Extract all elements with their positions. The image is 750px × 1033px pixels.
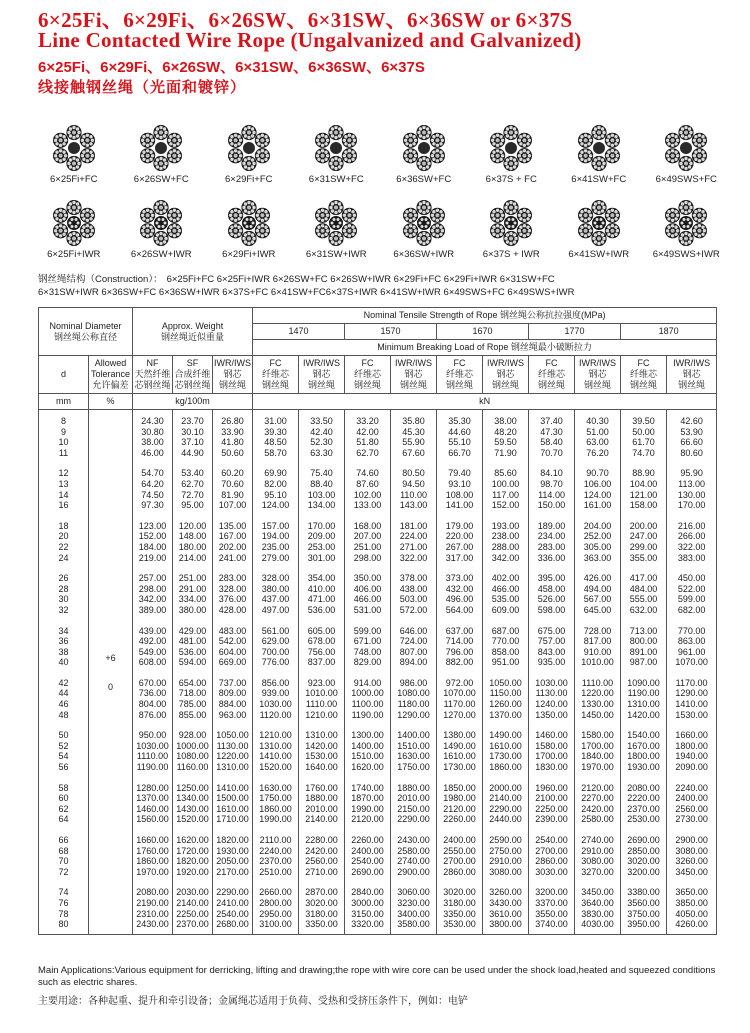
table-cell: 88.90 104.00 121.00 158.00 <box>621 462 667 514</box>
tolerance-plus: +6 <box>105 653 116 664</box>
table-cell: 8 9 10 11 <box>39 410 89 463</box>
table-cell: 74.60 87.60 102.00 133.00 <box>345 462 391 514</box>
table-cell: 24.30 30.80 38.00 46.00 <box>133 410 173 463</box>
rope-item <box>380 200 468 260</box>
grade-header: 1670 <box>437 324 529 340</box>
table-cell: 69.90 82.00 95.10 124.00 <box>253 462 299 514</box>
table-cell: 350.00 406.00 466.00 531.00 <box>345 567 391 619</box>
table-row <box>39 777 717 829</box>
main-applications-cn: 主要用途：各种起重、提升和牵引设备；金属绳芯适用于负荷、受热和受挤压条件下，例如：电铲 <box>38 996 468 1007</box>
mbl-header: Minimum Breaking Load of Rope 钢丝绳最小破断拉力 <box>253 340 717 356</box>
table-cell: 378.00 438.00 503.00 572.00 <box>391 567 437 619</box>
grade-header: 1470 <box>253 324 345 340</box>
rope-label: 6×25Fi+FC <box>49 174 98 185</box>
rope-item <box>643 200 731 260</box>
table-cell: 75.40 88.40 103.00 134.00 <box>299 462 345 514</box>
table-cell: 58 60 62 64 <box>39 777 89 829</box>
table-cell: 646.00 724.00 807.00 894.00 <box>391 620 437 672</box>
rope-iwr-icon <box>30 200 118 246</box>
table-cell: 179.00 220.00 267.00 317.00 <box>437 515 483 567</box>
table-cell: 1580.00 1700.00 1840.00 1970.00 <box>575 724 621 776</box>
table-cell: 2030.00 2140.00 2250.00 2370.00 <box>173 881 213 934</box>
table-cell: 2110.00 2240.00 2370.00 2510.00 <box>253 829 299 881</box>
unit-weight: kg/100m <box>133 394 253 410</box>
rope-fc-icon <box>468 125 556 171</box>
rope-iwr-icon <box>293 200 381 246</box>
table-cell: 2690.00 2850.00 3020.00 3200.00 <box>621 829 667 881</box>
table-cell: 168.00 207.00 251.00 298.00 <box>345 515 391 567</box>
table-cell: 1400.00 1510.00 1630.00 1750.00 <box>391 724 437 776</box>
sf-header: SF 合成纤维 芯钢丝绳 <box>173 356 213 394</box>
table-cell: 2240.00 2400.00 2560.00 2730.00 <box>667 777 717 829</box>
rope-item <box>205 125 293 185</box>
table-cell: 216.00 266.00 322.00 383.00 <box>667 515 717 567</box>
table-cell: 123.00 152.00 184.00 219.00 <box>133 515 173 567</box>
rope-label: 6×36SW+FC <box>396 174 452 185</box>
unit-percent: % <box>89 394 133 410</box>
table-cell: 66 68 70 72 <box>39 829 89 881</box>
construction-line-2: 6×31SW+IWR 6×36SW+FC 6×36SW+IWR 6×37S+FC 6×41SW+FC6×37S+IWR 6×41SW+IWR 6×49SWS+FC 6×49SWS+IWR <box>38 287 575 298</box>
table-cell: 1280.00 1370.00 1460.00 1560.00 <box>133 777 173 829</box>
table-cell: 1620.00 1720.00 1820.00 1920.00 <box>173 829 213 881</box>
table-cell: 39.50 50.00 61.70 74.70 <box>621 410 667 463</box>
table-cell: 1050.00 1150.00 1260.00 1370.00 <box>483 672 529 724</box>
table-cell: 429.00 481.00 536.00 594.00 <box>173 620 213 672</box>
table-cell: 2870.00 3020.00 3180.00 3350.00 <box>299 881 345 934</box>
table-cell: 181.00 224.00 271.00 322.00 <box>391 515 437 567</box>
rope-label: 6×41SW+FC <box>571 174 627 185</box>
table-cell: 79.40 93.10 108.00 141.00 <box>437 462 483 514</box>
rope-iwr-icon <box>205 200 293 246</box>
iwr-header: IWR/IWS 钢芯 钢丝绳 <box>667 356 717 394</box>
table-cell: 40.30 51.00 63.00 76.20 <box>575 410 621 463</box>
rope-fc-icon <box>30 125 118 171</box>
table-cell: 670.00 736.00 804.00 876.00 <box>133 672 173 724</box>
table-cell: 3200.00 3370.00 3550.00 3740.00 <box>529 881 575 934</box>
table-cell: 189.00 234.00 283.00 336.00 <box>529 515 575 567</box>
table-cell: 37.40 47.30 58.40 70.70 <box>529 410 575 463</box>
rope-item <box>293 200 381 260</box>
construction-list <box>38 273 728 299</box>
rope-fc-icon <box>205 125 293 171</box>
table-cell: 193.00 238.00 288.00 342.00 <box>483 515 529 567</box>
table-cell: 1880.00 2010.00 2150.00 2290.00 <box>391 777 437 829</box>
table-cell: 135.00 167.00 202.00 241.00 <box>213 515 253 567</box>
rope-label: 6×31SW+FC <box>308 174 364 185</box>
rope-item <box>205 200 293 260</box>
table-cell: 770.00 863.00 961.00 1070.00 <box>667 620 717 672</box>
table-cell: 2900.00 3080.00 3260.00 3450.00 <box>667 829 717 881</box>
iwr-header: IWR/IWS 钢芯 钢丝绳 <box>391 356 437 394</box>
page-title: 6×25Fi、6×29Fi、6×26SW、6×31SW、6×36SW or 6×37S <box>38 8 573 32</box>
table-cell: 53.40 62.70 72.70 95.00 <box>173 462 213 514</box>
table-cell: 856.00 939.00 1030.00 1120.00 <box>253 672 299 724</box>
page-subtitle: Line Contacted Wire Rope (Ungalvanized and Galvanized) <box>38 28 582 52</box>
table-cell: 157.00 194.00 235.00 279.00 <box>253 515 299 567</box>
table-cell: 928.00 1000.00 1080.00 1160.00 <box>173 724 213 776</box>
table-cell: 42 44 46 48 <box>39 672 89 724</box>
table-row <box>39 462 717 514</box>
tolerance-cell <box>89 410 133 935</box>
table-cell: 2120.00 2270.00 2420.00 2580.00 <box>575 777 621 829</box>
table-cell: 599.00 671.00 748.00 829.00 <box>345 620 391 672</box>
table-cell: 34 36 38 40 <box>39 620 89 672</box>
table-cell: 54.70 64.20 74.50 97.30 <box>133 462 173 514</box>
rope-item <box>30 200 118 260</box>
rope-item <box>380 125 468 185</box>
table-cell: 1110.00 1220.00 1330.00 1450.00 <box>575 672 621 724</box>
table-cell: 12 13 14 16 <box>39 462 89 514</box>
table-cell: 3060.00 3230.00 3400.00 3580.00 <box>391 881 437 934</box>
nf-header: NF 天然纤维 芯钢丝绳 <box>133 356 173 394</box>
table-cell: 2660.00 2800.00 2950.00 3100.00 <box>253 881 299 934</box>
table-cell: 483.00 542.00 604.00 669.00 <box>213 620 253 672</box>
table-cell: 675.00 757.00 843.00 935.00 <box>529 620 575 672</box>
table-row <box>39 620 717 672</box>
table-cell: 80.50 94.50 110.00 143.00 <box>391 462 437 514</box>
rope-fc-row <box>30 125 730 185</box>
table-cell: 1540.00 1670.00 1800.00 1930.00 <box>621 724 667 776</box>
table-cell: 2430.00 2580.00 2740.00 2900.00 <box>391 829 437 881</box>
table-cell: 35.30 44.60 55.10 66.70 <box>437 410 483 463</box>
table-cell: 426.00 494.00 567.00 645.00 <box>575 567 621 619</box>
table-cell: 1630.00 1750.00 1860.00 1990.00 <box>253 777 299 829</box>
table-cell: 74 76 78 80 <box>39 881 89 934</box>
table-cell: 2080.00 2190.00 2310.00 2430.00 <box>133 881 173 934</box>
rope-label: 6×29Fi+IWR <box>222 249 276 260</box>
fc-header: FC 纤维芯 钢丝绳 <box>529 356 575 394</box>
table-cell: 283.00 328.00 376.00 428.00 <box>213 567 253 619</box>
table-cell: 23.70 30.10 37.10 44.90 <box>173 410 213 463</box>
table-row <box>39 410 717 463</box>
fc-header: FC 纤维芯 钢丝绳 <box>621 356 667 394</box>
table-cell: 439.00 492.00 549.00 608.00 <box>133 620 173 672</box>
product-list-en: 6×25Fi、6×29Fi、6×26SW、6×31SW、6×36SW、6×37S <box>38 59 425 76</box>
table-cell: 2740.00 2910.00 3080.00 3270.00 <box>575 829 621 881</box>
rope-iwr-icon <box>555 200 643 246</box>
table-cell: 1050.00 1130.00 1220.00 1310.00 <box>213 724 253 776</box>
table-cell: 2260.00 2400.00 2540.00 2690.00 <box>345 829 391 881</box>
table-cell: 1380.00 1490.00 1610.00 1730.00 <box>437 724 483 776</box>
table-cell: 2000.00 2140.00 2290.00 2440.00 <box>483 777 529 829</box>
table-cell: 26.80 33.90 41.80 50.60 <box>213 410 253 463</box>
table-cell: 18 20 22 24 <box>39 515 89 567</box>
table-row <box>39 881 717 934</box>
rope-fc-icon <box>118 125 206 171</box>
tolerance-header: Allowed Tolerance 允许偏差 <box>89 356 133 394</box>
table-cell: 2280.00 2420.00 2560.00 2710.00 <box>299 829 345 881</box>
rope-fc-icon <box>555 125 643 171</box>
table-cell: 914.00 1000.00 1100.00 1190.00 <box>345 672 391 724</box>
rope-item <box>643 125 731 185</box>
iwr-header: IWR/IWS 钢芯 钢丝绳 <box>483 356 529 394</box>
table-cell: 3650.00 3850.00 4050.00 4260.00 <box>667 881 717 934</box>
table-cell: 257.00 298.00 342.00 389.00 <box>133 567 173 619</box>
rope-fc-icon <box>293 125 381 171</box>
table-cell: 1310.00 1420.00 1530.00 1640.00 <box>299 724 345 776</box>
table-cell: 50 52 54 56 <box>39 724 89 776</box>
fc-header: FC 纤维芯 钢丝绳 <box>345 356 391 394</box>
iwr-header: IWR/IWS 钢芯 钢丝绳 <box>299 356 345 394</box>
table-cell: 1250.00 1340.00 1430.00 1520.00 <box>173 777 213 829</box>
table-cell: 1850.00 1980.00 2120.00 2260.00 <box>437 777 483 829</box>
table-cell: 972.00 1070.00 1170.00 1270.00 <box>437 672 483 724</box>
table-cell: 3260.00 3430.00 3610.00 3800.00 <box>483 881 529 934</box>
table-cell: 1170.00 1290.00 1410.00 1530.00 <box>667 672 717 724</box>
iwr-header: IWR/IWS 钢芯 钢丝绳 <box>575 356 621 394</box>
table-cell: 60.20 70.60 81.90 107.00 <box>213 462 253 514</box>
table-cell: 3020.00 3180.00 3350.00 3530.00 <box>437 881 483 934</box>
iwr-weight-header: IWR/IWS 钢芯 钢丝绳 <box>213 356 253 394</box>
table-cell: 728.00 817.00 910.00 1010.00 <box>575 620 621 672</box>
rope-iwr-row <box>30 200 730 260</box>
table-cell: 687.00 770.00 858.00 951.00 <box>483 620 529 672</box>
table-cell: 1410.00 1500.00 1610.00 1710.00 <box>213 777 253 829</box>
table-cell: 561.00 629.00 700.00 776.00 <box>253 620 299 672</box>
rope-iwr-icon <box>380 200 468 246</box>
table-cell: 1490.00 1610.00 1730.00 1860.00 <box>483 724 529 776</box>
table-cell: 395.00 458.00 526.00 598.00 <box>529 567 575 619</box>
table-row <box>39 672 717 724</box>
rope-item <box>468 200 556 260</box>
table-cell: 120.00 148.00 180.00 214.00 <box>173 515 213 567</box>
table-cell: 204.00 252.00 305.00 363.00 <box>575 515 621 567</box>
table-cell: 2400.00 2550.00 2700.00 2860.00 <box>437 829 483 881</box>
rope-label: 6×29Fi+FC <box>224 174 273 185</box>
fc-header: FC 纤维芯 钢丝绳 <box>437 356 483 394</box>
rope-item <box>293 125 381 185</box>
table-cell: 35.80 45.30 55.90 67.60 <box>391 410 437 463</box>
table-cell: 33.50 42.40 52.30 63.30 <box>299 410 345 463</box>
main-applications-en: Main Applications:Various equipment for derricking, lifting and drawing;the rope with wire core can be used under the shock load,heated and squeezed conditions such as electric shares. <box>38 965 716 988</box>
table-cell: 986.00 1080.00 1180.00 1290.00 <box>391 672 437 724</box>
table-cell: 200.00 247.00 299.00 355.00 <box>621 515 667 567</box>
table-cell: 2840.00 3000.00 3150.00 3320.00 <box>345 881 391 934</box>
table-cell: 1460.00 1580.00 1700.00 1830.00 <box>529 724 575 776</box>
rope-iwr-icon <box>468 200 556 246</box>
rope-item <box>555 125 643 185</box>
table-cell: 85.60 100.00 117.00 152.00 <box>483 462 529 514</box>
table-cell: 38.00 48.20 59.50 71.90 <box>483 410 529 463</box>
table-cell: 1660.00 1760.00 1860.00 1970.00 <box>133 829 173 881</box>
table-row <box>39 829 717 881</box>
table-cell: 3450.00 3640.00 3830.00 4030.00 <box>575 881 621 934</box>
table-cell: 95.90 113.00 130.00 170.00 <box>667 462 717 514</box>
table-cell: 1030.00 1130.00 1240.00 1350.00 <box>529 672 575 724</box>
unit-mm: mm <box>39 394 89 410</box>
construction-label: 钢丝绳结构（Construction）： <box>38 274 163 285</box>
product-name-cn: 线接触钢丝绳（光面和镀锌） <box>38 79 247 96</box>
rope-label: 6×49SWS+IWR <box>652 249 720 260</box>
table-cell: 417.00 484.00 555.00 632.00 <box>621 567 667 619</box>
rope-item <box>118 125 206 185</box>
table-cell: 26 28 30 32 <box>39 567 89 619</box>
table-row <box>39 567 717 619</box>
table-cell: 450.00 522.00 599.00 682.00 <box>667 567 717 619</box>
rope-label: 6×37S + FC <box>485 174 537 185</box>
table-cell: 1960.00 2100.00 2250.00 2390.00 <box>529 777 575 829</box>
table-cell: 1210.00 1310.00 1410.00 1520.00 <box>253 724 299 776</box>
rope-label: 6×36SW+IWR <box>393 249 455 260</box>
table-cell: 2080.00 2220.00 2370.00 2530.00 <box>621 777 667 829</box>
spec-table <box>38 307 717 935</box>
grade-header: 1870 <box>621 324 717 340</box>
table-cell: 31.00 39.30 48.50 58.70 <box>253 410 299 463</box>
table-cell: 33.20 42.00 51.80 62.70 <box>345 410 391 463</box>
table-cell: 1760.00 1880.00 2010.00 2140.00 <box>299 777 345 829</box>
table-row <box>39 724 717 776</box>
table-cell: 402.00 466.00 535.00 609.00 <box>483 567 529 619</box>
nominal-diameter-header: Nominal Diameter 钢丝绳公称直径 <box>39 308 133 356</box>
rope-label: 6×49SWS+FC <box>655 174 717 185</box>
table-cell: 84.10 98.70 114.00 150.00 <box>529 462 575 514</box>
rope-label: 6×26SW+IWR <box>130 249 192 260</box>
rope-item <box>555 200 643 260</box>
table-cell: 950.00 1030.00 1110.00 1190.00 <box>133 724 173 776</box>
construction-line-1: 6×25Fi+FC 6×25Fi+IWR 6×26SW+FC 6×26SW+IWR 6×29Fi+FC 6×29Fi+IWR 6×31SW+FC <box>166 274 555 285</box>
rope-label: 6×37S + IWR <box>482 249 540 260</box>
table-cell: 328.00 380.00 437.00 497.00 <box>253 567 299 619</box>
table-cell: 713.00 800.00 891.00 987.00 <box>621 620 667 672</box>
table-cell: 605.00 678.00 756.00 837.00 <box>299 620 345 672</box>
tolerance-zero: 0 <box>107 681 113 692</box>
table-cell: 2290.00 2410.00 2540.00 2680.00 <box>213 881 253 934</box>
rope-fc-icon <box>380 125 468 171</box>
table-cell: 90.70 106.00 124.00 161.00 <box>575 462 621 514</box>
rope-label: 6×31SW+IWR <box>305 249 367 260</box>
table-row <box>39 515 717 567</box>
table-cell: 2540.00 2700.00 2860.00 3030.00 <box>529 829 575 881</box>
rope-fc-icon <box>643 125 731 171</box>
table-cell: 3380.00 3560.00 3750.00 3950.00 <box>621 881 667 934</box>
table-cell: 1090.00 1190.00 1310.00 1420.00 <box>621 672 667 724</box>
rope-item <box>468 125 556 185</box>
table-cell: 1820.00 1930.00 2050.00 2170.00 <box>213 829 253 881</box>
table-cell: 2590.00 2750.00 2910.00 3080.00 <box>483 829 529 881</box>
table-cell: 354.00 410.00 471.00 536.00 <box>299 567 345 619</box>
approx-weight-header: Approx. Weight 钢丝绳近似重量 <box>133 308 253 356</box>
unit-load: kN <box>253 394 717 410</box>
table-cell: 737.00 809.00 884.00 963.00 <box>213 672 253 724</box>
tensile-strength-header: Nominal Tensile Strength of Rope 钢丝绳公称抗拉强度(MPa) <box>253 308 717 324</box>
table-cell: 42.60 53.90 66.60 80.60 <box>667 410 717 463</box>
rope-label: 6×26SW+FC <box>133 174 189 185</box>
rope-iwr-icon <box>118 200 206 246</box>
table-cell: 1300.00 1400.00 1510.00 1620.00 <box>345 724 391 776</box>
fc-header: FC 纤维芯 钢丝绳 <box>253 356 299 394</box>
grade-header: 1570 <box>345 324 437 340</box>
table-cell: 373.00 432.00 496.00 564.00 <box>437 567 483 619</box>
rope-iwr-icon <box>643 200 731 246</box>
rope-item <box>30 125 118 185</box>
table-cell: 923.00 1010.00 1110.00 1210.00 <box>299 672 345 724</box>
d-header: d <box>39 356 89 394</box>
table-cell: 1740.00 1870.00 1990.00 2120.00 <box>345 777 391 829</box>
table-cell: 170.00 209.00 253.00 301.00 <box>299 515 345 567</box>
rope-label: 6×25Fi+IWR <box>47 249 101 260</box>
table-cell: 251.00 291.00 334.00 380.00 <box>173 567 213 619</box>
rope-label: 6×41SW+IWR <box>568 249 630 260</box>
table-cell: 1660.00 1800.00 1940.00 2090.00 <box>667 724 717 776</box>
rope-item <box>118 200 206 260</box>
table-cell: 654.00 718.00 785.00 855.00 <box>173 672 213 724</box>
grade-header: 1770 <box>529 324 621 340</box>
table-cell: 637.00 714.00 796.00 882.00 <box>437 620 483 672</box>
